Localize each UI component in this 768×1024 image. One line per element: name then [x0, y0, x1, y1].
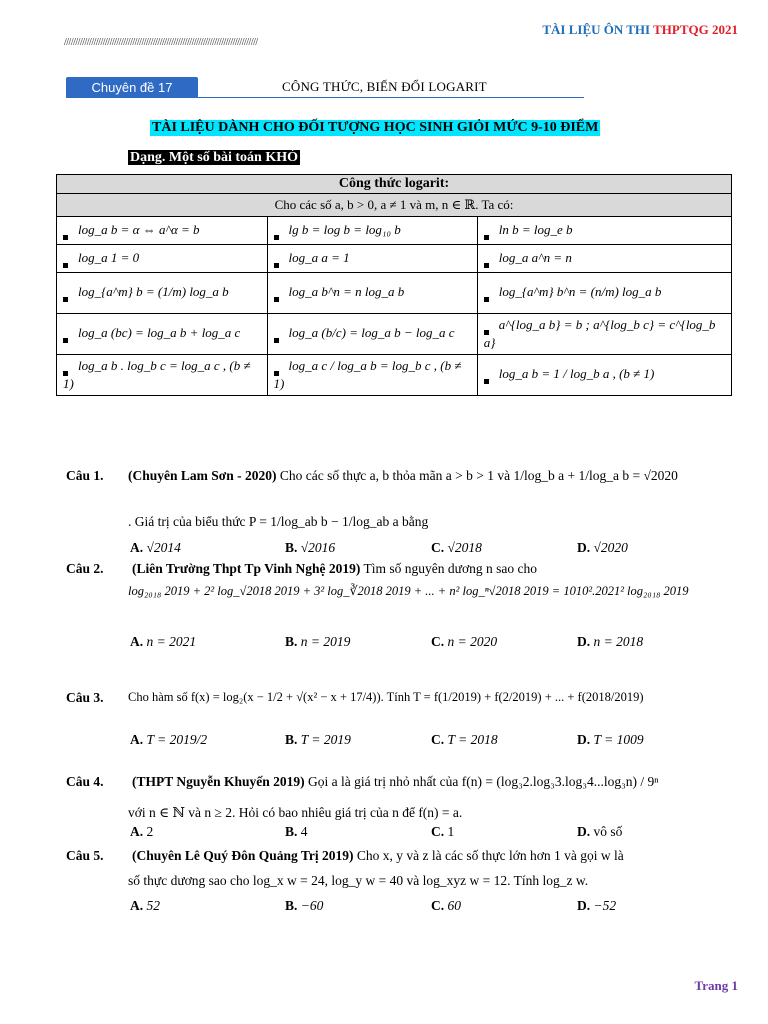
question-source: (Liên Trường Thpt Tp Vinh Nghệ 2019): [132, 561, 361, 576]
formula-table-title: Công thức logarit:: [57, 175, 732, 194]
answer-option-d[interactable]: D. vô số: [577, 824, 623, 839]
question-line: (THPT Nguyễn Khuyến 2019) Gọi a là giá trị nhỏ nhất của f(n) = (log₃2.log₃3.log₃4...log₃n) / 9ⁿ: [132, 774, 659, 789]
answer-option-d[interactable]: D. T = 1009: [577, 732, 644, 747]
formula-cell: log_a b = 1 / log_b a , (b ≠ 1): [477, 355, 731, 396]
decorative-slash-line: /////////////////////////////////////////////////////////////////////////////////////: [64, 37, 258, 48]
section-heading: [128, 150, 300, 166]
formula-cell: lg b = log b = log₁₀ b: [267, 217, 477, 245]
answer-option-a[interactable]: A. 2: [130, 824, 154, 839]
topic-title: CÔNG THỨC, BIẾN ĐỔI LOGARIT: [282, 79, 487, 94]
audience-banner: TÀI LIỆU DÀNH CHO ĐỐI TƯỢNG HỌC SINH GIỎI MỨC 9-10 ĐIỂM: [152, 120, 599, 135]
formula-cell: log_{a^m} b^n = (n/m) log_a b: [477, 273, 731, 314]
topic-badge: Chuyên đề 17: [66, 77, 198, 98]
bullet-icon: [63, 235, 68, 240]
bullet-icon: [274, 297, 279, 302]
answer-option-b[interactable]: B. √2016: [285, 540, 336, 555]
question-source: (THPT Nguyễn Khuyến 2019): [132, 774, 305, 789]
question-line: (Liên Trường Thpt Tp Vinh Nghệ 2019) Tìm số nguyên dương n sao cho: [132, 561, 537, 576]
answer-option-a[interactable]: A. 52: [130, 898, 160, 913]
bullet-icon: [63, 297, 68, 302]
formula-cell: log_a 1 = 0: [57, 245, 268, 273]
formula-cell: ln b = log_e b: [477, 217, 731, 245]
question-line: (Chuyên Lê Quý Đôn Quảng Trị 2019) Cho x, y và z là các số thực lớn hơn 1 và gọi w là: [132, 848, 624, 863]
answer-option-b[interactable]: B. 4: [285, 824, 308, 839]
page-number: Trang 1: [694, 978, 738, 993]
question-line: . Giá trị của biểu thức P = 1/log_ab b − 1/log_ab a bằng: [128, 514, 429, 529]
question-line: với n ∈ ℕ và n ≥ 2. Hỏi có bao nhiêu giá trị của n để f(n) = a.: [128, 805, 463, 820]
formula-cell: log_a a = 1: [267, 245, 477, 273]
bullet-icon: [63, 338, 68, 343]
document-series-label: [542, 22, 738, 38]
topic-underline: [66, 97, 584, 98]
question-label: Câu 2.: [66, 561, 104, 576]
formula-cell: log_a b . log_b c = log_a c , (b ≠ 1): [57, 355, 268, 396]
question-source: (Chuyên Lê Quý Đôn Quảng Trị 2019): [132, 848, 354, 863]
question-line: log₂₀₁₈ 2019 + 2² log_√2018 2019 + 3² log_∛2018 2019 + ... + n² log_ⁿ√2018 2019 = 1010².2021² log₂₀₁₈ 2019: [128, 584, 689, 598]
bullet-icon: [274, 263, 279, 268]
formula-cell: log_a (bc) = log_a b + log_a c: [57, 314, 268, 355]
question-line: số thực dương sao cho log_x w = 24, log_y w = 40 và log_xyz w = 12. Tính log_z w.: [128, 873, 589, 888]
bullet-icon: [484, 235, 489, 240]
formula-cell: log_a c / log_a b = log_b c , (b ≠ 1): [267, 355, 477, 396]
bullet-icon: [274, 235, 279, 240]
question-label: Câu 3.: [66, 690, 104, 705]
answer-option-a[interactable]: A. n = 2021: [130, 634, 197, 649]
question-line: Cho hàm số f(x) = log₂(x − 1/2 + √(x² − x + 17/4)). Tính T = f(1/2019) + f(2/2019) + ... + f(2018/2019): [128, 690, 644, 704]
answer-option-c[interactable]: C. √2018: [431, 540, 482, 555]
bullet-icon: [274, 338, 279, 343]
answer-option-c[interactable]: C. T = 2018: [431, 732, 498, 747]
answer-option-a[interactable]: A. √2014: [130, 540, 181, 555]
question-line: (Chuyên Lam Sơn - 2020) Cho các số thực a, b thỏa mãn a > b > 1 và 1/log_b a + 1/log_a b = √2020: [128, 468, 678, 483]
formula-cell: a^{log_a b} = b ; a^{log_b c} = c^{log_b a}: [477, 314, 731, 355]
formula-cell: log_a b = α ⇔ a^α = b: [57, 217, 268, 245]
answer-option-a[interactable]: A. T = 2019/2: [130, 732, 208, 747]
formula-table: [56, 174, 732, 396]
question-source: (Chuyên Lam Sơn - 2020): [128, 468, 277, 483]
series-label-text: TÀI LIỆU ÔN THI: [542, 22, 654, 37]
question-label: Câu 1.: [66, 468, 104, 483]
answer-option-d[interactable]: D. √2020: [577, 540, 628, 555]
answer-option-c[interactable]: C. 1: [431, 824, 455, 839]
bullet-icon: [484, 263, 489, 268]
answer-option-b[interactable]: B. T = 2019: [285, 732, 351, 747]
answer-option-d[interactable]: D. −52: [577, 898, 617, 913]
bullet-icon: [484, 297, 489, 302]
series-label-year: THPTQG 2021: [653, 22, 738, 37]
formula-cell: log_{a^m} b = (1/m) log_a b: [57, 273, 268, 314]
formula-table-condition: Cho các số a, b > 0, a ≠ 1 và m, n ∈ ℝ. Ta có:: [57, 194, 732, 217]
answer-option-b[interactable]: B. −60: [285, 898, 324, 913]
answer-option-b[interactable]: B. n = 2019: [285, 634, 351, 649]
section-heading-text: Dạng. Một số bài toán KHÓ: [130, 150, 299, 165]
formula-cell: log_a a^n = n: [477, 245, 731, 273]
question-label: Câu 5.: [66, 848, 104, 863]
answer-option-c[interactable]: C. n = 2020: [431, 634, 498, 649]
answer-option-c[interactable]: C. 60: [431, 898, 461, 913]
bullet-icon: [484, 379, 489, 384]
formula-cell: log_a (b/c) = log_a b − log_a c: [267, 314, 477, 355]
bullet-icon: [63, 263, 68, 268]
formula-cell: log_a b^n = n log_a b: [267, 273, 477, 314]
question-label: Câu 4.: [66, 774, 104, 789]
answer-option-d[interactable]: D. n = 2018: [577, 634, 644, 649]
